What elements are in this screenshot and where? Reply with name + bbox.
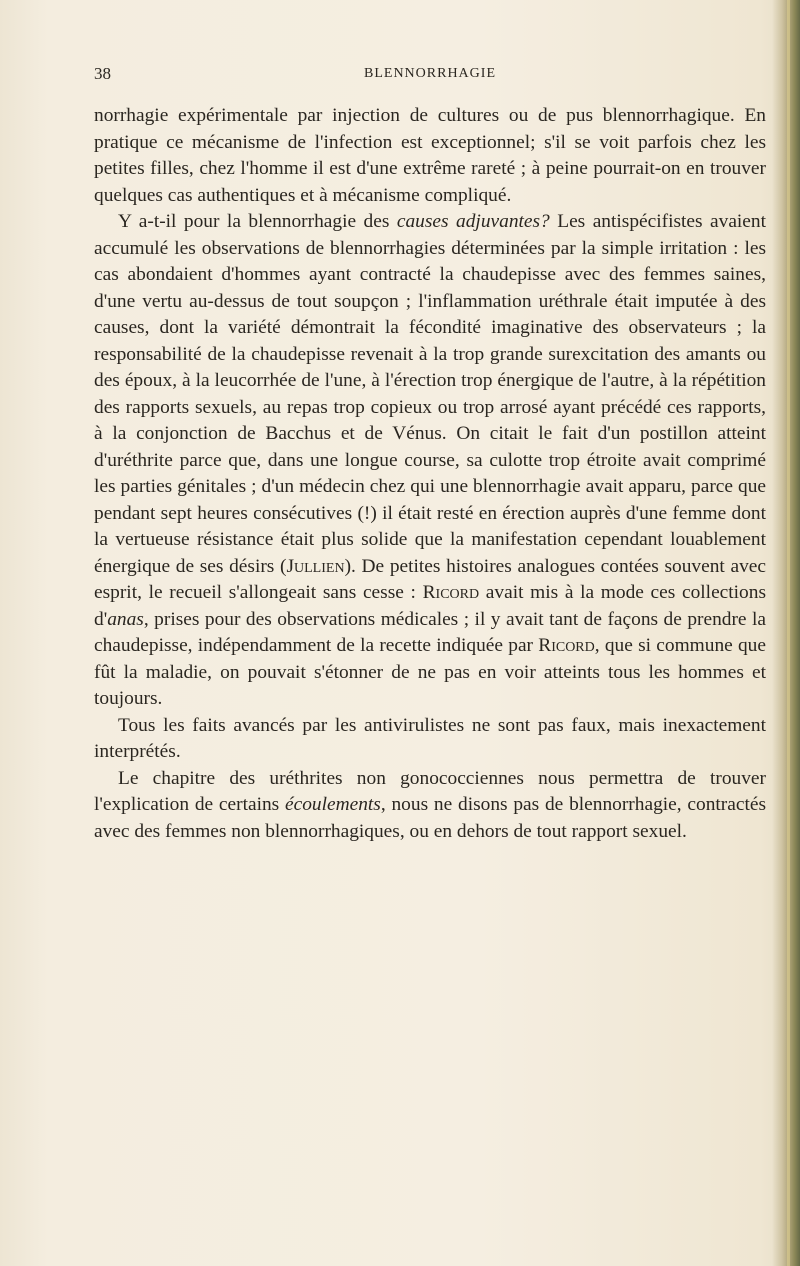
paragraph-3 [94,713,766,766]
text-segment: , nous ne disons pas de blennorrhagie, contractés avec des femmes non blennorrhagiques, ou en dehors de tout rapport sexuel. [94,794,766,842]
author-name: Ricord [422,582,480,603]
text-segment: ). De petites histoires analogues contées souvent avec esprit, le recueil s'allongeait sans cesse : [94,555,766,603]
paragraph-2 [94,209,766,713]
paragraph-4 [94,766,766,846]
author-name: Jullien [286,555,345,577]
body-text [94,103,766,845]
text-segment: Y a-t-il pour la blennorrhagie des [118,211,397,232]
text-segment: Tous les faits avancés par les antivirulistes ne sont pas faux, mais inexactement interprétés. [94,714,766,762]
text-segment: norrhagie expérimentale par injection de cultures ou de pus blennorrhagique. En pratique ce mécanisme de l'infection est exceptionnel; s'il se voit parfois chez les petites filles, chez l'homme il est d'une extrême rareté ; à peine pourrait-on en trouver quelques cas authentiques et à mécanisme compliqué. [94,105,766,206]
text-segment: , que si commune que fût la maladie, on pouvait s'étonner de ne pas en voir atteints tous les hommes et toujours. [94,635,766,709]
italic-term: anas [107,608,144,630]
author-name: Ricord [538,635,595,656]
italic-term: causes adjuvantes? [396,211,550,232]
running-title: BLENNORRHAGIE [364,66,496,81]
text-segment: Le chapitre des uréthrites non gonococciennes nous permettra de trouver l'explication de certains [94,767,766,815]
running-head [94,64,766,92]
italic-term: écoulements [285,794,381,815]
text-segment: , prises pour des observations médicales ; il y avait tant de façons de prendre la chaudepisse, indépendamment de la recette indiquée par [94,608,766,656]
text-segment: avait mis à la mode ces collections d' [94,582,766,630]
paragraph-1 [94,103,766,209]
page-edge-stripe [787,0,790,1266]
page-edge-shadow [772,0,800,1266]
text-segment: Les antispécifistes avaient accumulé les observations de blennorrhagies déterminées par la simple irritation : les cas abondaient d'hommes ayant contracté la chaudepisse avec des femmes saines, d'une vertu au-dessus de tout soupçon ; l'inflammation uréthrale était imputée à des causes, dont la variété démontrait la fécondité imaginative des observateurs ; la responsabilité de la chaudepisse revenait à la trop grande surexcitation des amants ou des époux, à la leucorrhée de l'une, à l'érection trop énergique de l'autre, à la répétition des rapports sexuels, au repas trop copieux ou trop arrosé ayant précédé ces rapports, à la conjonction de Bacchus et de Vénus. On citait le fait d'un postillon atteint d'uréthrite parce que, dans une longue course, sa culotte trop étroite avait comprimé les parties génitales ; d'un médecin chez qui une blennorrhagie avait apparu, parce que pendant sept heures consécutives (!) il était resté en érection auprès d'une femme dont la vertueuse résistance était plus solide que la manifestation cependant louablement énergique de ses désirs ( [94,211,766,577]
page-number: 38 [94,64,111,83]
